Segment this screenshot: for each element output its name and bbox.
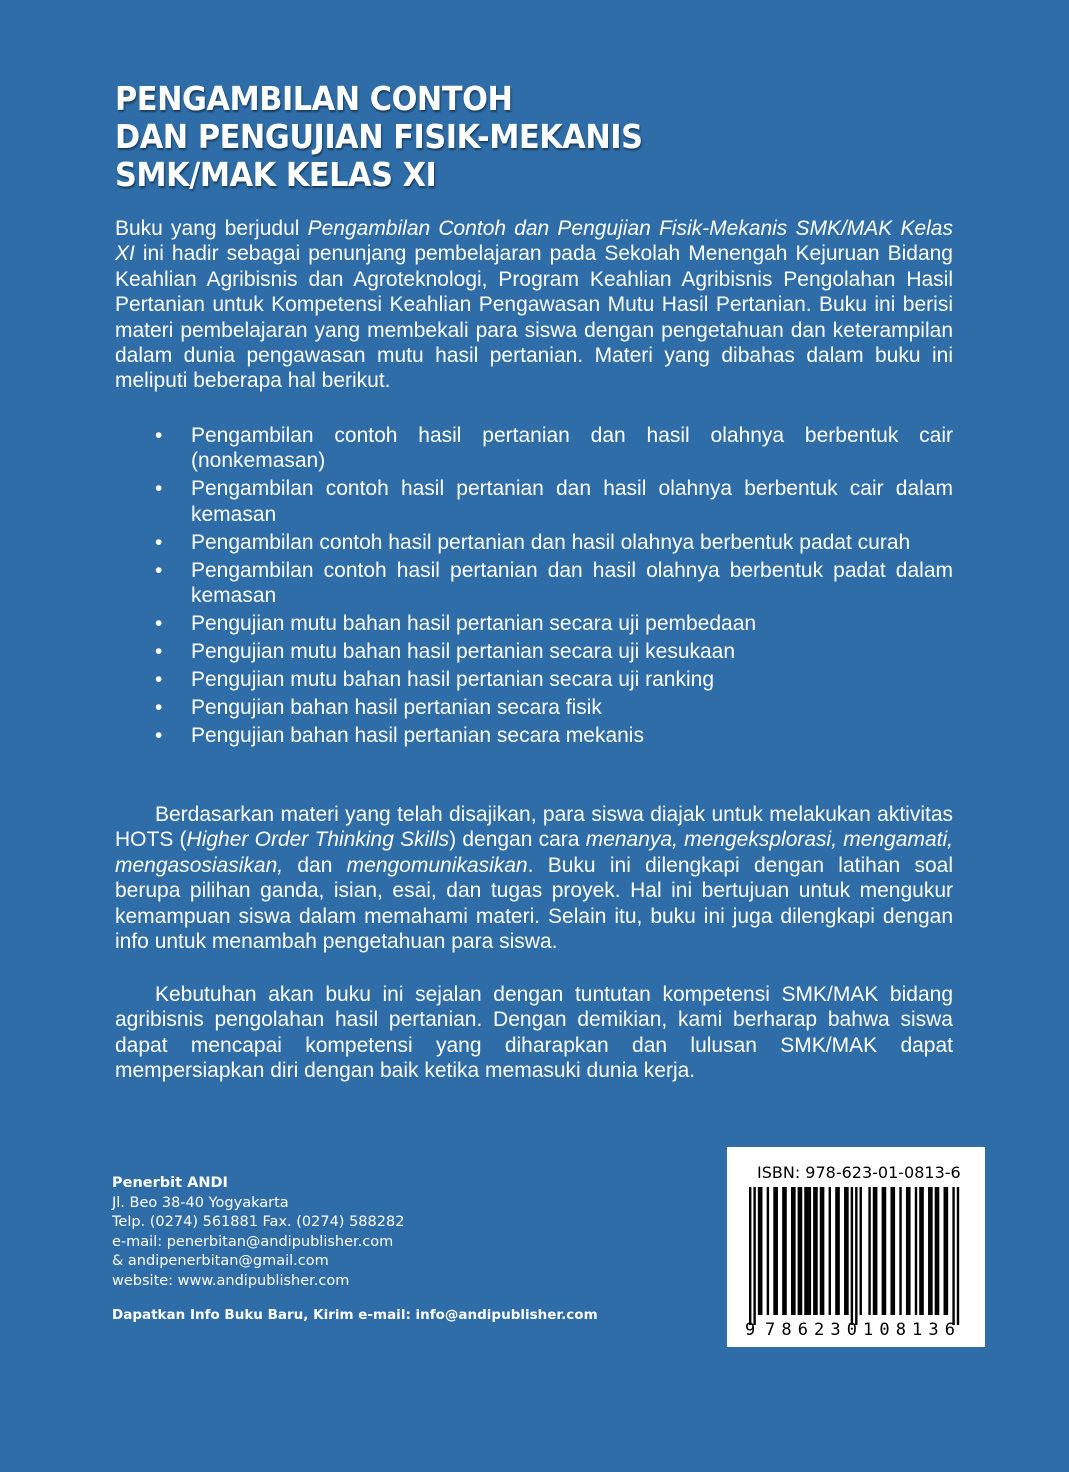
hots-text-3: dan bbox=[283, 853, 347, 877]
topic-list-item bbox=[155, 611, 953, 636]
topic-text: Pengambilan contoh hasil pertanian dan hasil olahnya berbentuk padat dalam kemasan bbox=[191, 558, 953, 608]
barcode-bar bbox=[952, 1187, 954, 1325]
title-line-2: DAN PENGUJIAN FISIK-MEKANIS bbox=[115, 117, 643, 156]
barcode-box bbox=[727, 1147, 985, 1347]
bullet-dot: • bbox=[155, 477, 163, 501]
barcode-bar bbox=[908, 1187, 910, 1315]
barcode-digit: 6 bbox=[944, 1320, 955, 1340]
barcode-bar bbox=[930, 1187, 932, 1315]
publisher-info bbox=[112, 1174, 404, 1292]
book-title bbox=[115, 80, 759, 194]
barcode-bar bbox=[957, 1187, 959, 1325]
barcode-bar bbox=[782, 1187, 784, 1315]
topic-text: Pengambilan contoh hasil pertanian dan hasil olahnya berbentuk cair dalam kemasan bbox=[191, 477, 953, 526]
barcode-bar bbox=[921, 1187, 923, 1315]
barcode-bar bbox=[935, 1187, 937, 1315]
barcode-bar bbox=[837, 1187, 839, 1315]
barcode-bar bbox=[773, 1187, 775, 1315]
barcode-bar bbox=[804, 1187, 806, 1315]
topic-text: Pengujian bahan hasil pertanian secara fisik bbox=[191, 696, 602, 720]
barcode-digit: 0 bbox=[846, 1320, 857, 1340]
barcode-bar bbox=[893, 1187, 895, 1315]
barcode-bar bbox=[798, 1187, 800, 1315]
barcode-bar bbox=[753, 1187, 755, 1325]
hots-text-2: ) dengan cara bbox=[449, 828, 586, 852]
barcode-bar bbox=[855, 1187, 857, 1325]
barcode-digit: 3 bbox=[830, 1320, 841, 1340]
barcode-digit: 8 bbox=[895, 1320, 906, 1340]
intro-book-title: Pengambilan Contoh dan Pengujian Fisik-Mekanis SMK/MAK Kelas XI bbox=[115, 217, 953, 266]
barcode-bar bbox=[767, 1187, 769, 1315]
topic-text: Pengambilan contoh hasil pertanian dan hasil olahnya berbentuk cair (nonkemasan) bbox=[191, 424, 953, 473]
topic-list-item bbox=[155, 423, 953, 474]
barcode-bar bbox=[851, 1187, 853, 1325]
barcode-bar bbox=[875, 1187, 877, 1315]
barcode-bar bbox=[860, 1187, 862, 1315]
topic-text: Pengujian mutu bahan hasil pertanian secara uji ranking bbox=[191, 668, 715, 692]
bullet-dot: • bbox=[155, 558, 163, 582]
barcode-digit: 3 bbox=[928, 1320, 939, 1340]
bullet-dot: • bbox=[155, 530, 163, 554]
publisher-email-alt: & andipenerbitan@gmail.com bbox=[112, 1253, 329, 1270]
barcode-bar bbox=[822, 1187, 824, 1315]
barcode-digit: 6 bbox=[797, 1320, 808, 1340]
bullet-dot: • bbox=[155, 696, 163, 720]
barcode-bar bbox=[829, 1187, 831, 1315]
topic-list-item bbox=[155, 723, 953, 748]
barcode-bar bbox=[915, 1187, 917, 1315]
barcode-bar bbox=[793, 1187, 795, 1315]
barcode-bar bbox=[835, 1187, 837, 1315]
barcode-bar bbox=[944, 1187, 946, 1315]
topic-list-item bbox=[155, 530, 953, 555]
barcode-bar bbox=[890, 1187, 892, 1315]
barcode-bar bbox=[820, 1187, 822, 1315]
barcode-digits bbox=[745, 1320, 957, 1340]
bullet-dot: • bbox=[155, 668, 163, 692]
barcode-bar bbox=[873, 1187, 875, 1315]
hots-verbs: menanya, mengeksplorasi, mengamati, mengasosiasikan, bbox=[115, 828, 953, 877]
hots-text-4: . Buku ini dilengkapi dengan latihan soal berupa pilihan ganda, isian, esai, dan tugas proyek. Hal ini bertujuan untuk mengukur kemampuan siswa dalam memahami materi. Selain itu, buku ini juga dilengkapi dengan info untuk menambah pengetahuan para siswa. bbox=[115, 853, 953, 954]
topic-text: Pengambilan contoh hasil pertanian dan hasil olahnya berbentuk padat curah bbox=[191, 530, 911, 554]
barcode-bar bbox=[776, 1187, 778, 1315]
barcode-image bbox=[747, 1187, 965, 1325]
hots-paragraph bbox=[115, 802, 953, 954]
title-line-3: SMK/MAK KELAS XI bbox=[115, 155, 437, 194]
barcode-bar bbox=[813, 1187, 815, 1315]
topic-text: Pengujian mutu bahan hasil pertanian secara uji pembedaan bbox=[191, 612, 757, 636]
barcode-digits-left bbox=[765, 1320, 857, 1340]
barcode-digit: 1 bbox=[912, 1320, 923, 1340]
topic-list-item bbox=[155, 558, 953, 609]
barcode-bar bbox=[784, 1187, 786, 1315]
barcode-bar bbox=[928, 1187, 930, 1315]
barcode-bar bbox=[806, 1187, 808, 1315]
intro-text-end: ini hadir sebagai penunjang pembelajaran pada Sekolah Menengah Kejuruan Bidang Keahlian Agribisnis dan Agroteknologi, Program Keahlian Agribisnis Pengolahan Hasil Pertanian untuk Kompetensi Keahlian Pengawasan Mutu Hasil Pertanian. Buku ini berisi materi pembelajaran yang membekali para siswa dengan pengetahuan dan keterampilan dalam dunia pengawasan mutu hasil pertanian. Materi yang dibahas dalam buku ini meliputi beberapa hal berikut. bbox=[115, 242, 953, 393]
barcode-bar bbox=[919, 1187, 921, 1315]
barcode-digit: 8 bbox=[781, 1320, 792, 1340]
hots-term: Higher Order Thinking Skills bbox=[186, 828, 450, 852]
publisher-name: Penerbit ANDI bbox=[112, 1175, 228, 1191]
barcode-bar bbox=[758, 1187, 760, 1315]
barcode-bar bbox=[800, 1187, 802, 1315]
topic-list-item bbox=[155, 695, 953, 720]
isbn-label: ISBN: 978-623-01-0813-6 bbox=[757, 1163, 961, 1182]
barcode-digits-right bbox=[863, 1320, 955, 1340]
bullet-dot: • bbox=[155, 640, 163, 664]
barcode-bar bbox=[815, 1187, 817, 1315]
intro-paragraph bbox=[115, 216, 953, 394]
topic-list-item bbox=[155, 476, 953, 527]
barcode-bar bbox=[846, 1187, 848, 1315]
hots-text-1: Berdasarkan materi yang telah disajikan, para siswa diajak untuk melakukan aktivitas HOTS ( bbox=[115, 803, 953, 852]
barcode-digit: 2 bbox=[814, 1320, 825, 1340]
barcode-bar bbox=[791, 1187, 793, 1315]
publisher-address: Jl. Beo 38-40 Yogyakarta bbox=[112, 1194, 289, 1211]
barcode-bar bbox=[760, 1187, 762, 1315]
barcode-bar bbox=[882, 1187, 884, 1315]
barcode-bar bbox=[884, 1187, 886, 1315]
barcode-digit: 7 bbox=[765, 1320, 776, 1340]
barcode-digit: 1 bbox=[863, 1320, 874, 1340]
title-line-1: PENGAMBILAN CONTOH bbox=[115, 79, 513, 118]
barcode-bar bbox=[946, 1187, 948, 1315]
publisher-email: e-mail: penerbitan@andipublisher.com bbox=[112, 1233, 394, 1250]
topic-text: Pengujian mutu bahan hasil pertanian secara uji kesukaan bbox=[191, 640, 736, 664]
promo-text: Dapatkan Info Buku Baru, Kirim e-mail: info@andipublisher.com bbox=[112, 1307, 598, 1323]
hots-verb-last: mengomunikasikan bbox=[346, 853, 528, 877]
barcode-bar bbox=[906, 1187, 908, 1315]
intro-text-start: Buku yang berjudul bbox=[115, 217, 308, 240]
barcode-bar bbox=[844, 1187, 846, 1315]
topic-list-item bbox=[155, 667, 953, 692]
barcode-digit-lead: 9 bbox=[745, 1320, 756, 1340]
closing-paragraph: Kebutuhan akan buku ini sejalan dengan tuntutan kompetensi SMK/MAK bidang agribisnis pengolahan hasil pertanian. Dengan demikian, kami berharap bahwa siswa dapat mencapai kompetensi yang diharapkan dan lulusan SMK/MAK dapat mempersiapkan diri dengan baik ketika memasuki dunia kerja. bbox=[115, 983, 953, 1083]
bullet-dot: • bbox=[155, 724, 163, 748]
barcode-bar bbox=[899, 1187, 901, 1315]
topic-list bbox=[155, 423, 953, 751]
topic-list-item bbox=[155, 639, 953, 664]
publisher-phone: Telp. (0274) 561881 Fax. (0274) 588282 bbox=[112, 1214, 405, 1231]
barcode-bar bbox=[937, 1187, 939, 1315]
barcode-bar bbox=[749, 1187, 751, 1325]
publisher-website: website: www.andipublisher.com bbox=[112, 1272, 350, 1289]
barcode-bar bbox=[809, 1187, 811, 1315]
barcode-bar bbox=[868, 1187, 870, 1315]
bullet-dot: • bbox=[155, 612, 163, 636]
barcode-digit: 0 bbox=[879, 1320, 890, 1340]
bullet-dot: • bbox=[155, 424, 163, 447]
topic-text: Pengujian bahan hasil pertanian secara mekanis bbox=[191, 724, 644, 748]
